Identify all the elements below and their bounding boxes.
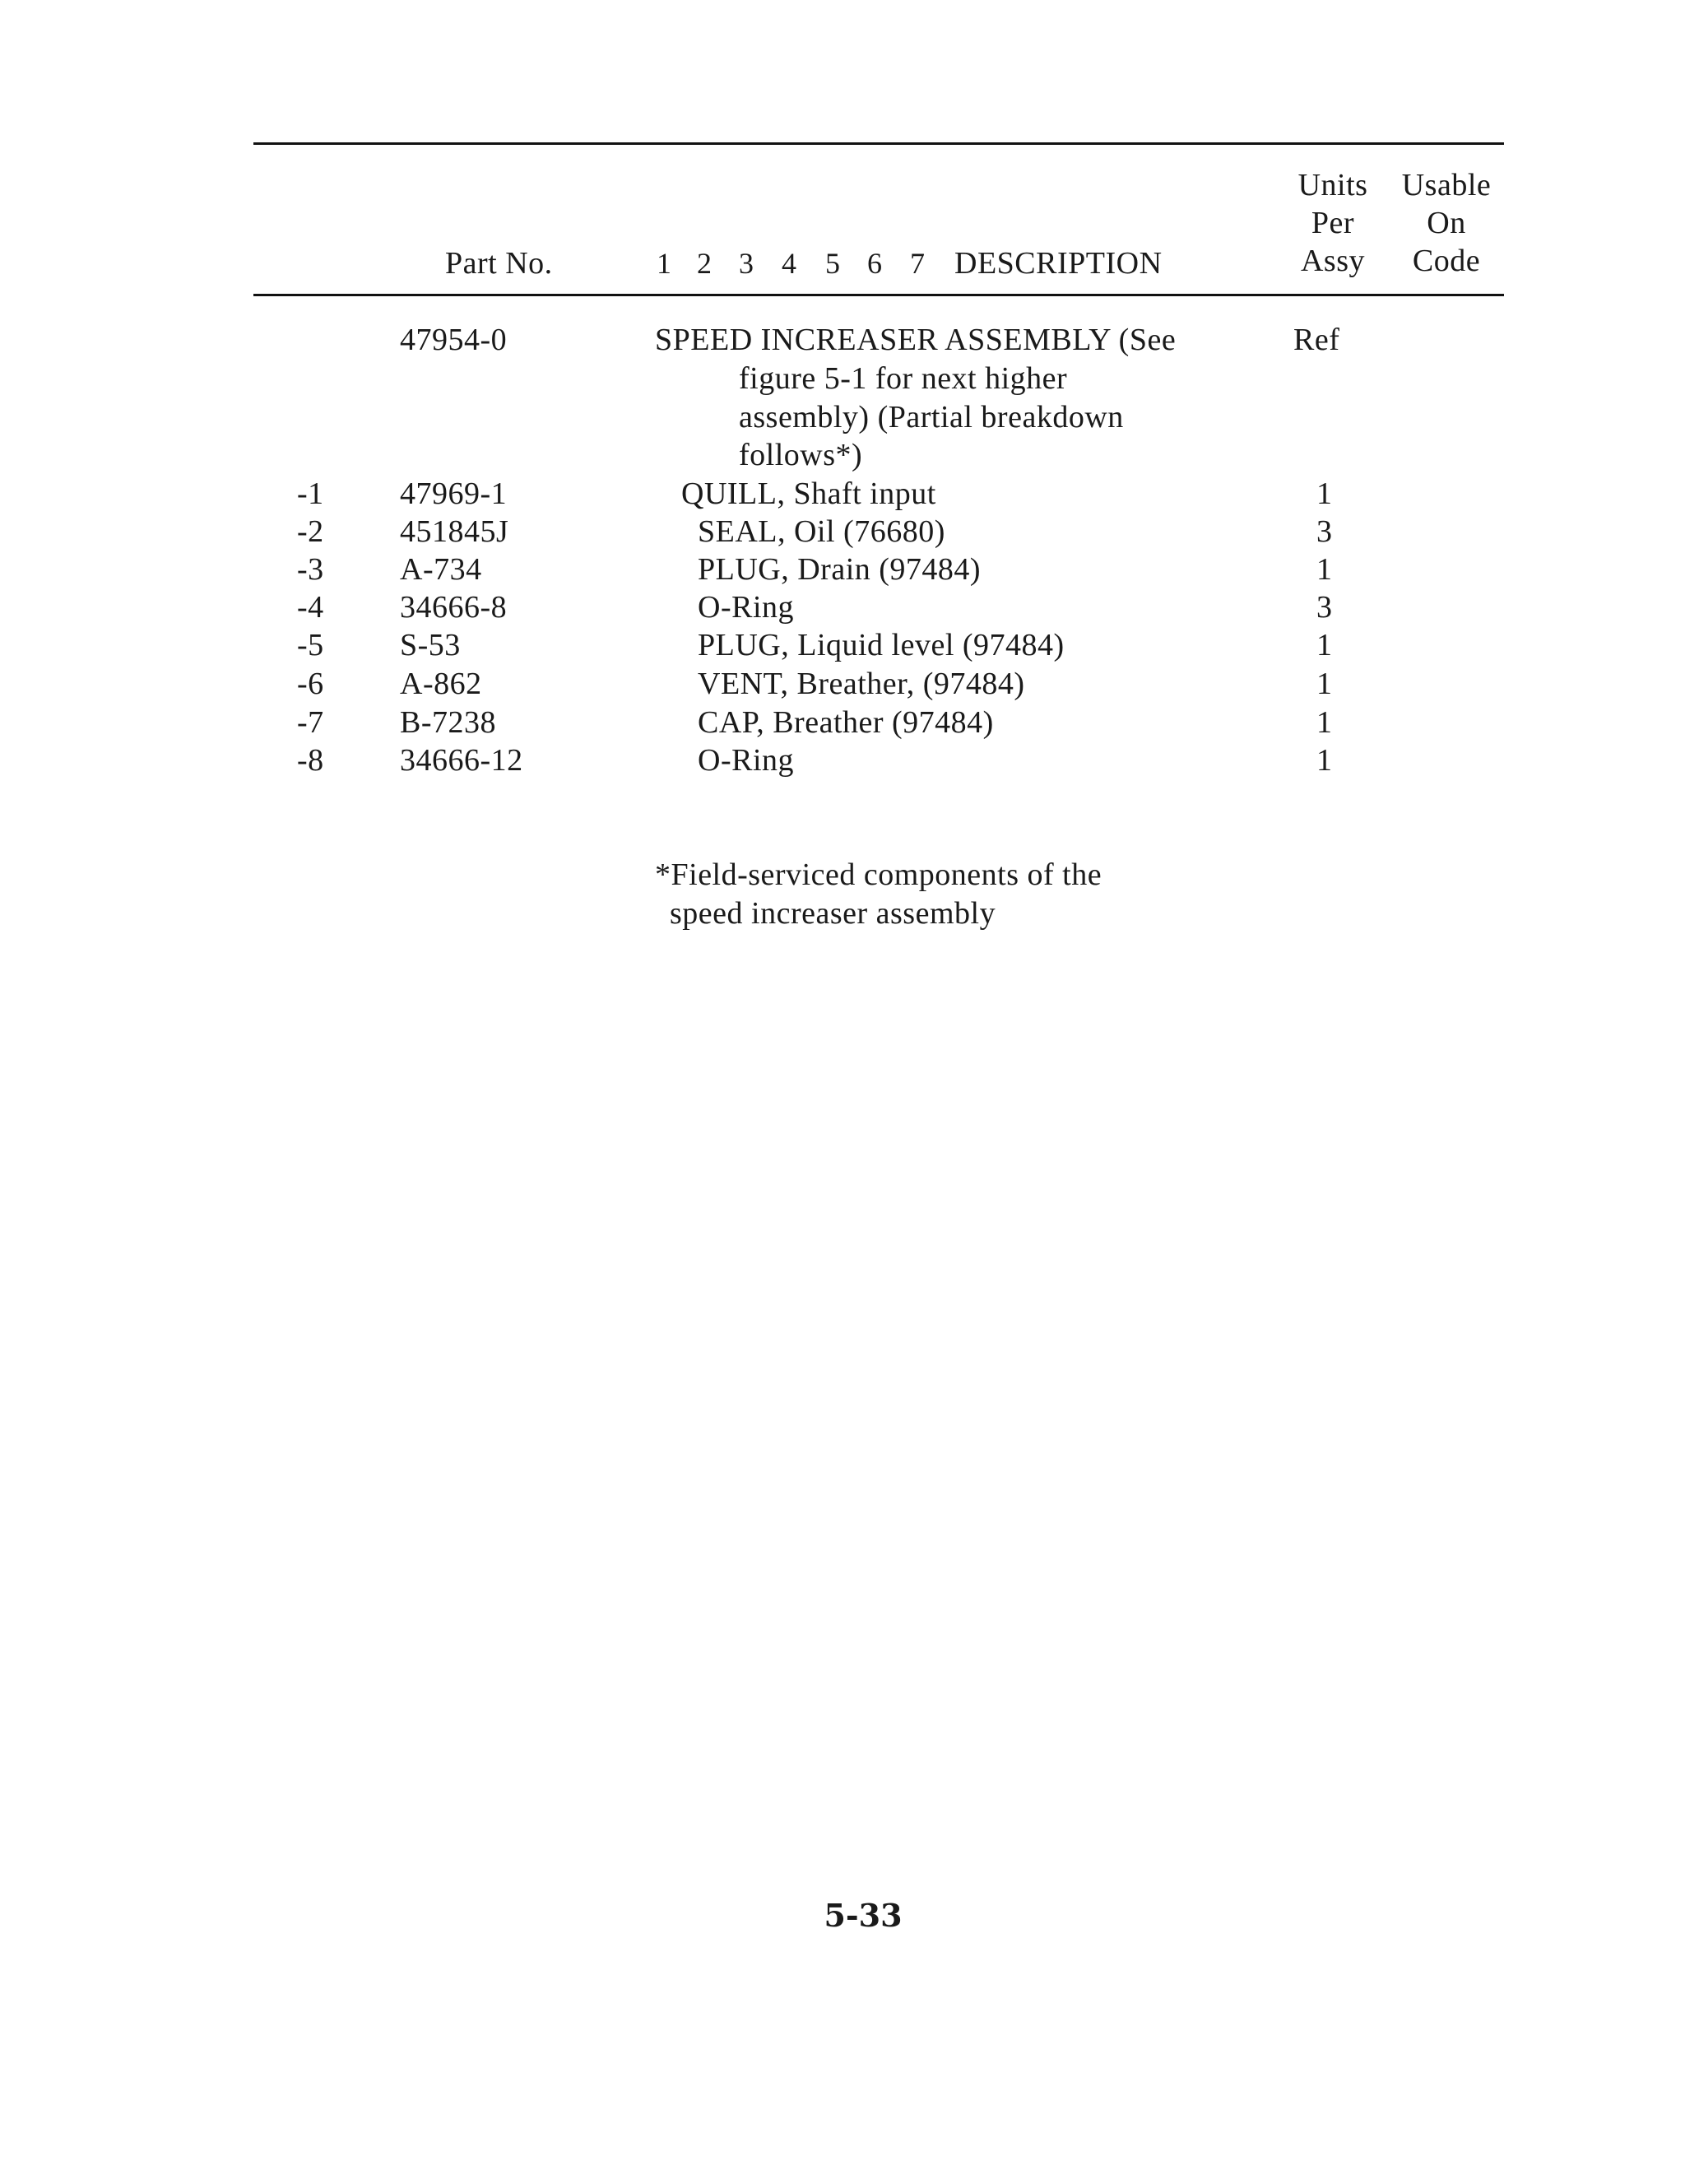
assembly-part-no: 47954-0 xyxy=(400,323,508,357)
header-indent-7: 7 xyxy=(910,247,926,280)
item-index: -5 xyxy=(297,628,324,662)
item-units: 1 xyxy=(1316,476,1333,511)
item-part-no: 34666-8 xyxy=(400,590,508,625)
item-units: 1 xyxy=(1316,743,1333,778)
item-part-no: 451845J xyxy=(400,514,509,549)
assembly-units: Ref xyxy=(1293,323,1340,357)
header-indent-6: 6 xyxy=(867,247,883,280)
item-description: VENT, Breather, (97484) xyxy=(698,667,1025,701)
item-part-no: 34666-12 xyxy=(400,743,523,778)
item-units: 1 xyxy=(1316,628,1333,662)
item-description: SEAL, Oil (76680) xyxy=(698,514,945,549)
assembly-description-line4: follows*) xyxy=(739,438,863,472)
header-units-line2: Per xyxy=(1311,206,1355,240)
footnote-line2: speed increaser assembly xyxy=(670,896,996,931)
item-units: 1 xyxy=(1316,552,1333,587)
item-units: 3 xyxy=(1316,590,1333,625)
header-indent-3: 3 xyxy=(739,247,754,280)
header-description: DESCRIPTION xyxy=(954,246,1163,281)
header-part-no: Part No. xyxy=(445,246,553,281)
assembly-description-line2: figure 5-1 for next higher xyxy=(739,361,1068,396)
header-usable-line3: Code xyxy=(1412,244,1481,278)
header-units-line1: Units xyxy=(1297,168,1368,202)
item-description: PLUG, Drain (97484) xyxy=(698,552,982,587)
assembly-description-line1: SPEED INCREASER ASSEMBLY (See xyxy=(655,323,1177,357)
item-description: O-Ring xyxy=(698,743,794,778)
item-description: CAP, Breather (97484) xyxy=(698,705,994,740)
item-index: -1 xyxy=(297,476,324,511)
item-part-no: B-7238 xyxy=(400,705,496,740)
header-usable-line2: On xyxy=(1427,206,1466,240)
header-usable-line1: Usable xyxy=(1401,168,1492,202)
item-part-no: A-862 xyxy=(400,667,482,701)
header-indent-2: 2 xyxy=(697,247,713,280)
item-units: 1 xyxy=(1316,667,1333,701)
header-units-line3: Assy xyxy=(1300,244,1366,278)
item-part-no: S-53 xyxy=(400,628,461,662)
page-number: 5-33 xyxy=(824,1897,903,1934)
header-indent-4: 4 xyxy=(782,247,797,280)
item-index: -4 xyxy=(297,590,324,625)
header-indent-1: 1 xyxy=(657,247,672,280)
assembly-description-line3: assembly) (Partial breakdown xyxy=(739,400,1124,434)
footnote-line1: *Field-serviced components of the xyxy=(655,857,1102,892)
item-description: O-Ring xyxy=(698,590,794,625)
item-index: -2 xyxy=(297,514,324,549)
header-bottom-rule xyxy=(253,294,1504,296)
item-index: -7 xyxy=(297,705,324,740)
item-index: -3 xyxy=(297,552,324,587)
header-indent-5: 5 xyxy=(825,247,841,280)
item-units: 1 xyxy=(1316,705,1333,740)
item-part-no: 47969-1 xyxy=(400,476,508,511)
item-description: QUILL, Shaft input xyxy=(681,476,936,511)
item-description: PLUG, Liquid level (97484) xyxy=(698,628,1065,662)
item-units: 3 xyxy=(1316,514,1333,549)
item-part-no: A-734 xyxy=(400,552,482,587)
item-index: -8 xyxy=(297,743,324,778)
item-index: -6 xyxy=(297,667,324,701)
header-top-rule xyxy=(253,142,1504,145)
